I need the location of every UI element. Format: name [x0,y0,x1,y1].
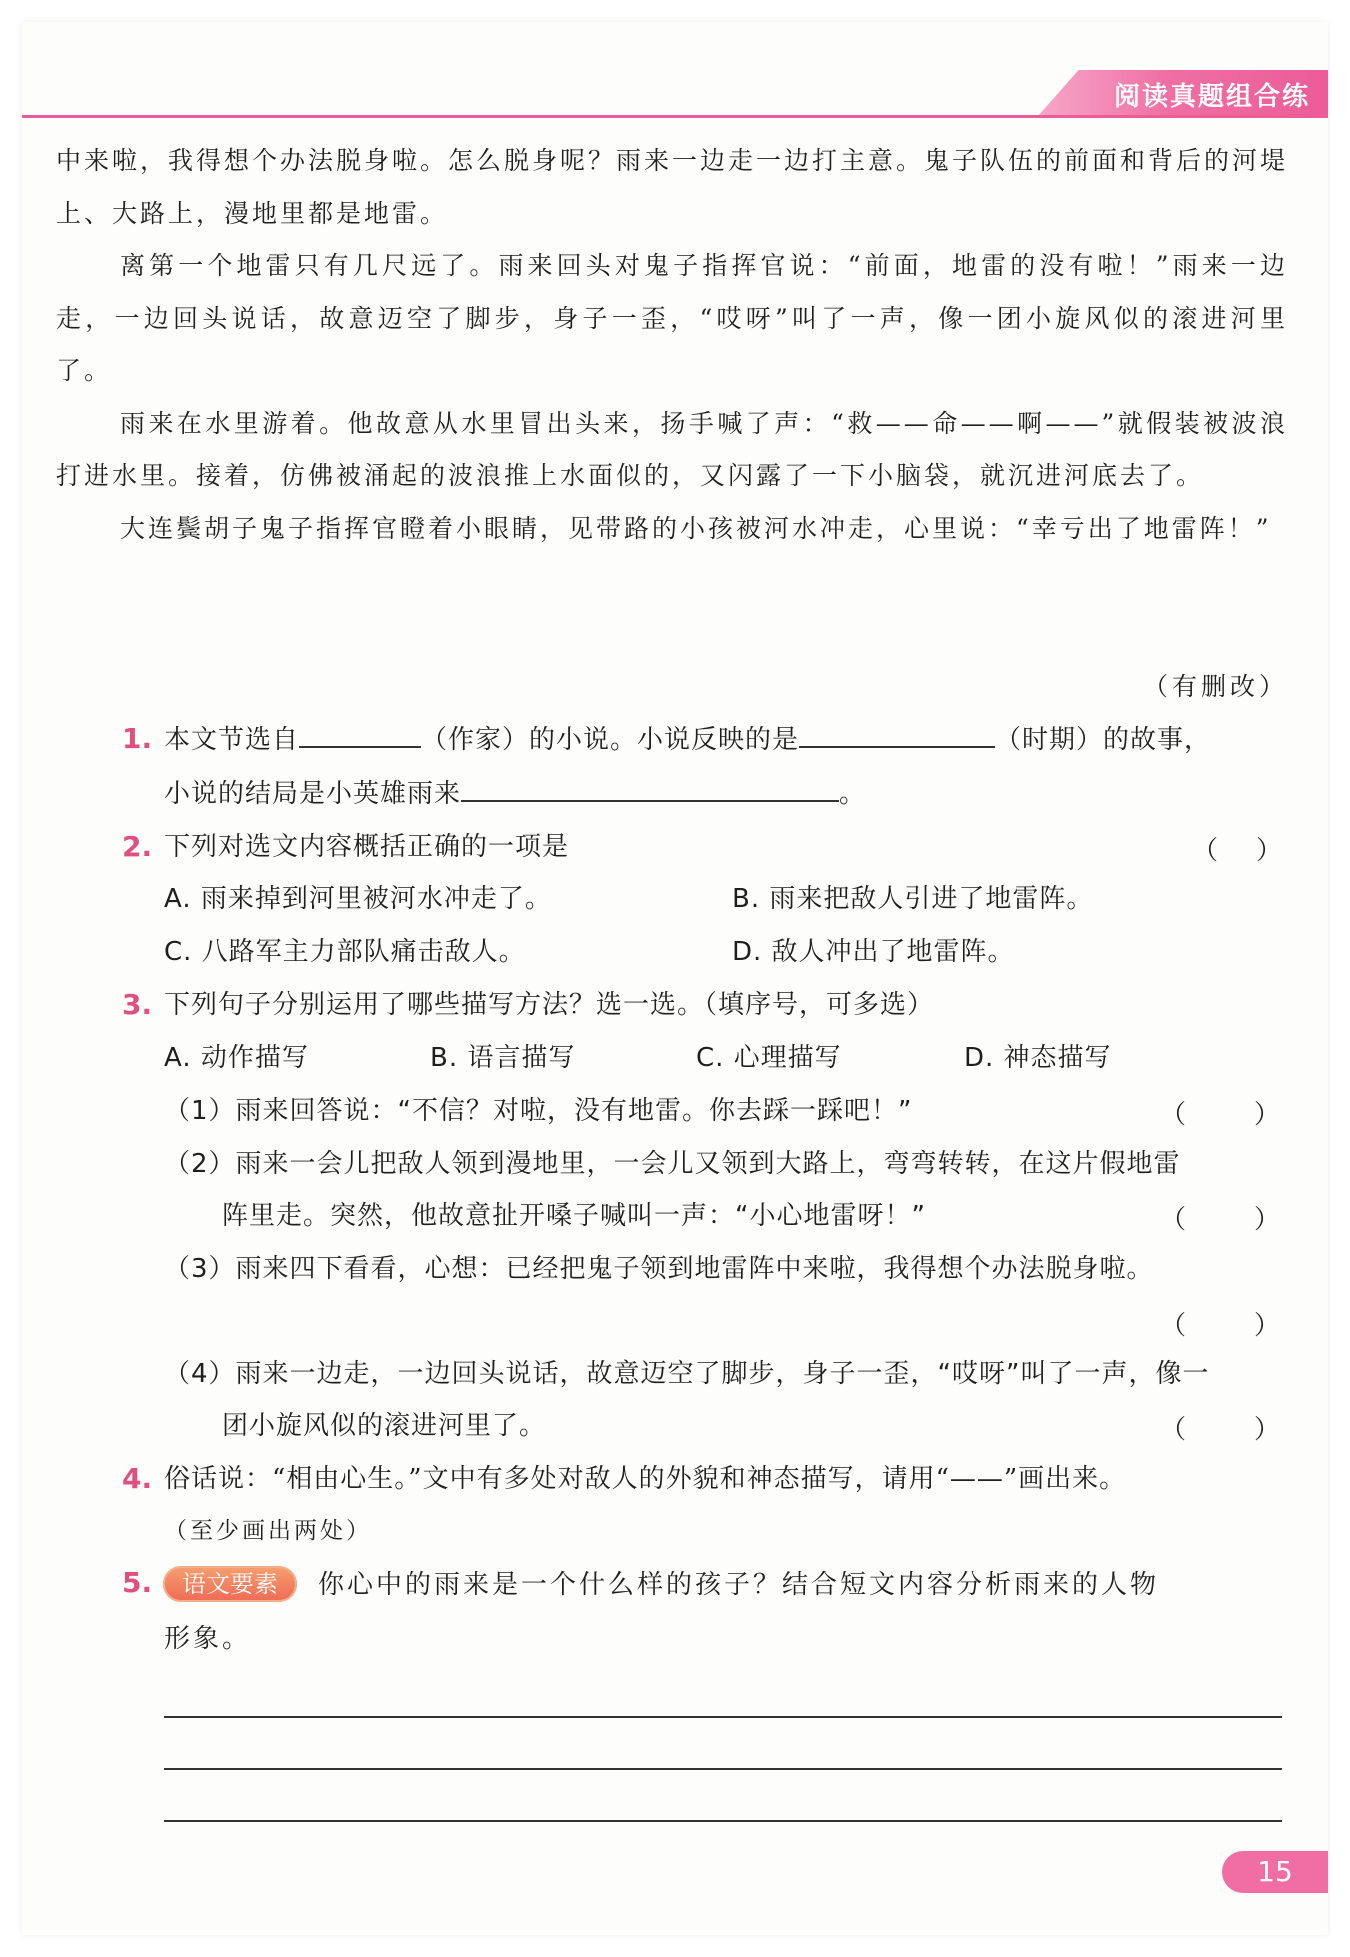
question-2-answer-paren[interactable]: （ ） [1192,836,1282,866]
q1-period-blank[interactable] [799,722,995,748]
question-3-item-3-paren[interactable]: （ ） [1160,1311,1280,1341]
answer-line-3[interactable] [164,1820,1282,1822]
answer-line-1[interactable] [164,1716,1282,1718]
passage-paragraph-1: 中来啦，我得想个办法脱身啦。怎么脱身呢？雨来一边走一边打主意。鬼子队伍的前面和背后的河堤上、大路上，漫地里都是地雷。 [56,146,1289,228]
q1-author-blank[interactable] [299,722,421,748]
question-2-stem: 下列对选文内容概括正确的一项是 [164,832,570,862]
question-3-item-1: （1）雨来回答说：“不信？对啦，没有地雷。你去踩一踩吧！” [164,1096,913,1126]
page-number: 15 [1222,1851,1328,1893]
q1-text-d: 小说的结局是小英雄雨来 [164,779,462,809]
q1-text-c: （时期）的故事， [995,725,1212,755]
passage-paragraph-3: 雨来在水里游着。他故意从水里冒出头来，扬手喊了声：“救——命——啊——”就假装被波浪打进水里。接着，仿佛被涌起的波浪推上水面似的，又闪露了一下小脑袋，就沉进河底去了。 [56,408,1288,490]
question-5-line-1: 你心中的雨来是一个什么样的孩子？结合短文内容分析雨来的人物 [318,1570,1160,1600]
question-2-option-a[interactable]: A. 雨来掉到河里被河水冲走了。 [164,884,552,914]
question-2-option-b[interactable]: B. 雨来把敌人引进了地雷阵。 [732,884,1094,914]
question-2-option-c[interactable]: C. 八路军主力部队痛击敌人。 [164,937,526,967]
question-3-item-4-paren[interactable]: （ ） [1160,1415,1280,1445]
question-1-line-1 [164,722,1211,757]
source-note: （有删改） [1142,672,1288,701]
question-3-stem: 下列句子分别运用了哪些描写方法？选一选。（填序号，可多选） [164,990,935,1020]
passage-paragraph-4: 大连鬓胡子鬼子指挥官瞪着小眼睛，见带路的小孩被河水冲走，心里说：“幸亏出了地雷阵！” [120,513,1272,543]
question-3-option-a: A. 动作描写 [164,1043,309,1073]
passage-paragraph-2: 离第一个地雷只有几尺远了。雨来回头对鬼子指挥官说：“前面，地雷的没有啦！”雨来一边走，一边回头说话，故意迈空了脚步，身子一歪，“哎呀”叫了一声，像一团小旋风似的滚进河里了。 [56,251,1288,385]
question-3-item-2-line-2: 阵里走。突然，他故意扯开嗓子喊叫一声：“小心地雷呀！” [222,1201,926,1231]
question-5-number: 5. [122,1566,153,1599]
question-2-number: 2. [122,830,153,863]
question-3-item-3: （3）雨来四下看看，心想：已经把鬼子领到地雷阵中来啦，我得想个办法脱身啦。 [164,1254,1154,1284]
chinese-element-badge: 语文要素 [163,1566,297,1602]
question-2-option-d[interactable]: D. 敌人冲出了地雷阵。 [732,937,1015,967]
question-3-option-b: B. 语言描写 [430,1043,576,1073]
question-5-line-2: 形象。 [164,1624,252,1654]
question-3-item-2-paren[interactable]: （ ） [1160,1205,1280,1235]
question-3-option-d: D. 神态描写 [964,1043,1112,1073]
answer-line-2[interactable] [164,1768,1282,1770]
question-4-number: 4. [122,1462,153,1495]
question-4-line-1: 俗话说：“相由心生。”文中有多处对敌人的外貌和神态描写，请用“——”画出来。 [164,1464,1127,1494]
section-title: 阅读真题组合练 [1113,82,1310,112]
reading-passage [56,135,1288,555]
q1-text-a: 本文节选自 [164,725,300,755]
q1-ending-blank[interactable] [461,776,839,802]
question-1-number: 1. [122,722,153,755]
question-3-item-4-line-2: 团小旋风似的滚进河里了。 [222,1411,547,1441]
question-1-line-2 [164,776,866,811]
q1-text-e: 。 [839,779,867,809]
header-divider [22,115,1328,118]
question-4-line-2: （至少画出两处） [164,1518,372,1544]
question-3-number: 3. [122,988,153,1021]
question-3-item-2-line-1: （2）雨来一会儿把敌人领到漫地里，一会儿又领到大路上，弯弯转转，在这片假地雷 [164,1149,1181,1179]
q1-text-b: （作家）的小说。小说反映的是 [421,725,800,755]
question-3-option-c: C. 心理描写 [696,1043,842,1073]
question-3-item-1-paren[interactable]: （ ） [1160,1100,1280,1130]
question-3-item-4-line-1: （4）雨来一边走，一边回头说话，故意迈空了脚步，身子一歪，“哎呀”叫了一声，像一 [164,1359,1210,1389]
